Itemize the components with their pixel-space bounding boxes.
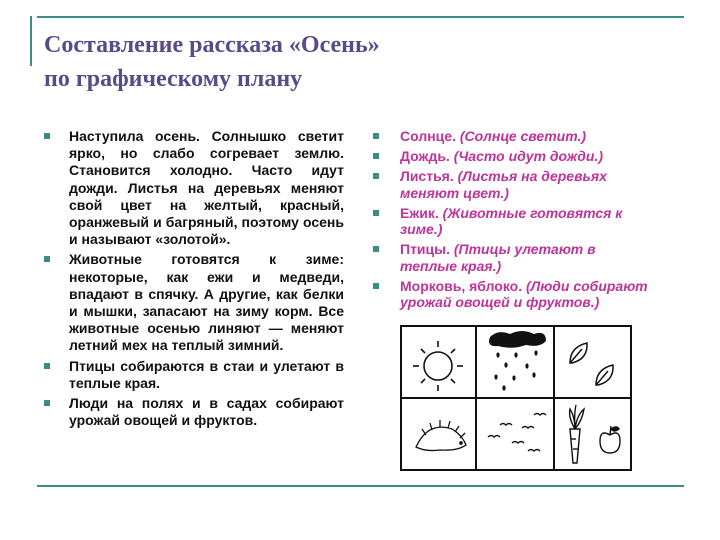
leaf-icon: [570, 343, 587, 363]
story-list: [44, 128, 344, 432]
bottom-rule: [37, 485, 684, 487]
sun-icon: [413, 341, 463, 391]
square-bullet-icon: [44, 363, 50, 369]
graphic-plan-grid: [400, 325, 632, 471]
story-item: Люди на полях и в садах собирают урожай овощей и фруктов.: [44, 395, 344, 429]
square-bullet-icon: [373, 246, 379, 252]
square-bullet-icon: [44, 133, 50, 139]
apple-icon: [600, 426, 620, 453]
title-line-2: по графическому плану: [44, 66, 303, 92]
plan-item-hedgehog: Ежик. (Животные готовятся к зиме.): [373, 205, 648, 238]
square-bullet-icon: [373, 173, 379, 179]
story-item: Птицы собираются в стаи и улетают в теплые края.: [44, 358, 344, 392]
story-item: Наступила осень. Солнышко светит ярко, но слабо согревает землю. Становится холодно. Часто идут дожди. Листья на деревьях меняют свой цвет на желтый, красный, оранжевый и багряный, поэтому осень и называют «золотой».: [44, 128, 344, 248]
birds-flock-icon: [488, 414, 546, 452]
plan-list: [373, 128, 648, 314]
plan-item-birds: Птицы. (Птицы улетают в теплые края.): [373, 241, 648, 274]
square-bullet-icon: [373, 133, 379, 139]
square-bullet-icon: [44, 400, 50, 406]
plan-item-leaves: Листья. (Листья на деревьях меняют цвет.): [373, 168, 648, 201]
square-bullet-icon: [373, 283, 379, 289]
left-rule: [30, 16, 32, 66]
title-line-1: Составление рассказа «Осень»: [44, 32, 380, 58]
slide-title: [44, 28, 644, 96]
top-rule: [37, 16, 684, 18]
plan-item-harvest: Морковь, яблоко. (Люди собирают урожай овощей и фруктов.): [373, 278, 648, 311]
story-item: Животные готовятся к зиме: некоторые, как ежи и медведи, впадают в спячку. А другие, как белки и мышки, запасают на зиму корм. Все животные осенью линяют — меняют летний мех на теплый зимний.: [44, 251, 344, 354]
square-bullet-icon: [373, 210, 379, 216]
square-bullet-icon: [44, 256, 50, 262]
leaf-icon: [596, 365, 613, 385]
carrot-icon: [570, 405, 584, 463]
hedgehog-icon: [416, 420, 466, 451]
rain-cloud-icon: [489, 331, 546, 391]
plan-item-rain: Дождь. (Часто идут дожди.): [373, 148, 648, 165]
square-bullet-icon: [373, 153, 379, 159]
plan-item-sun: Солнце. (Солнце светит.): [373, 128, 648, 145]
